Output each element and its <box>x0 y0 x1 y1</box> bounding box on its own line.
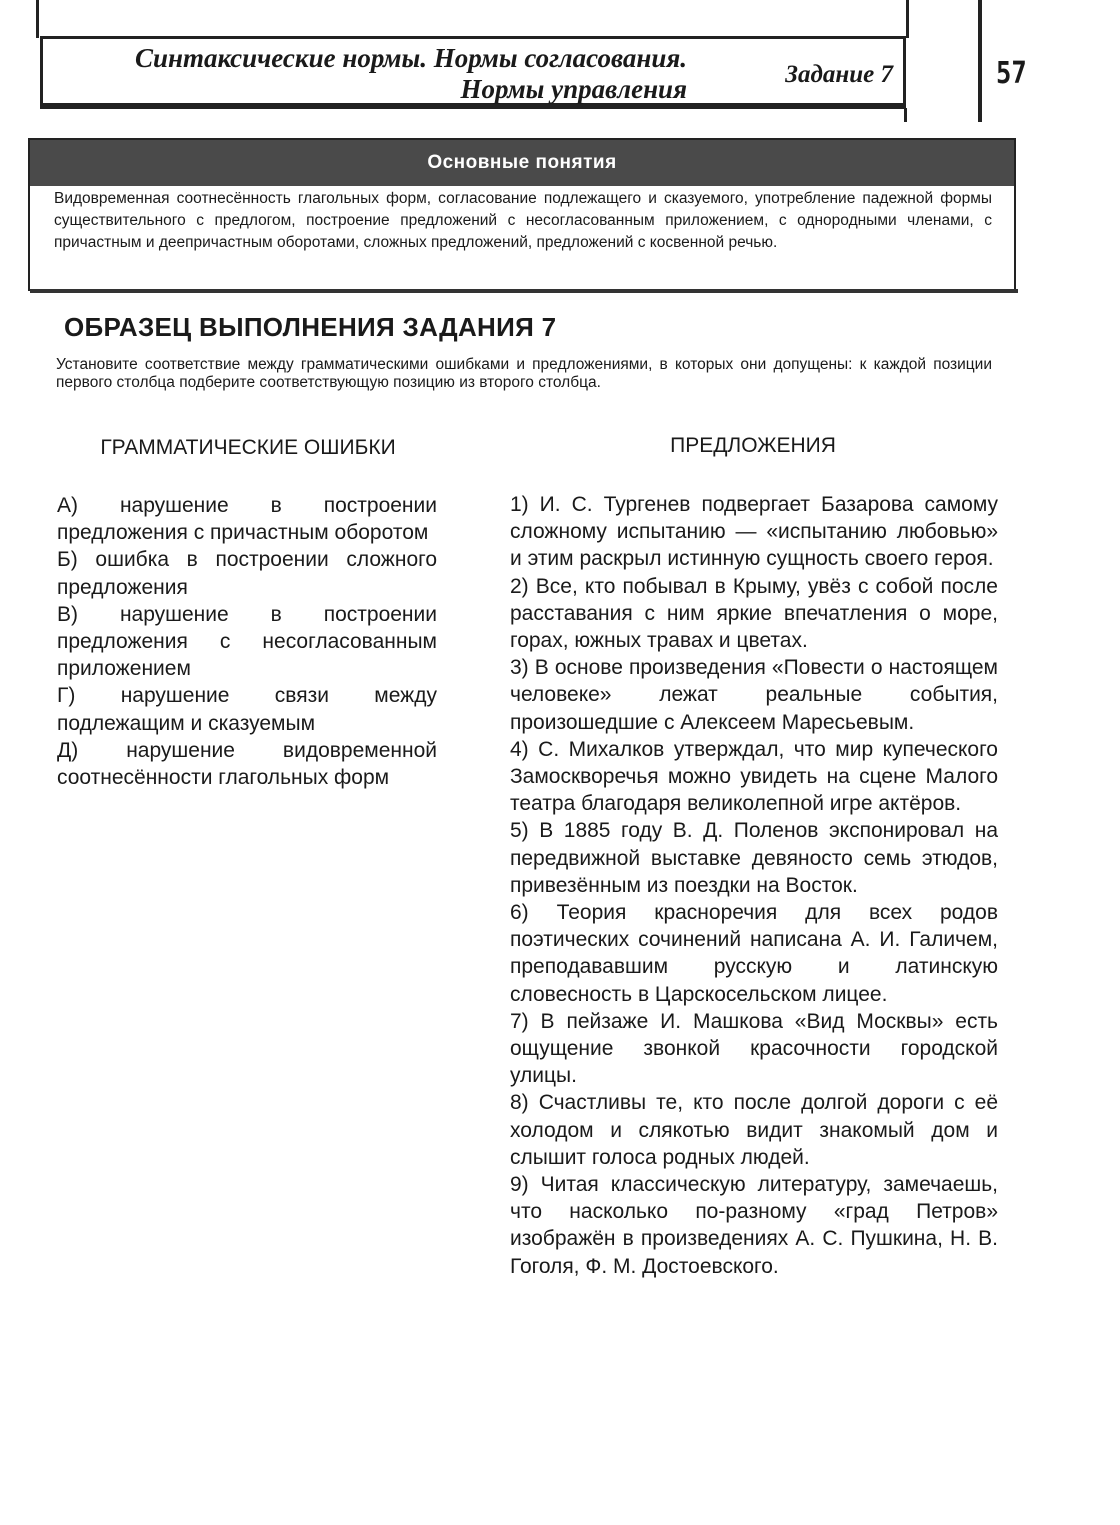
sentence-item-9: 9) Читая классическую литературу, замечаешь, что насколько по-разному «град Петров» изображён в произведениях А. С. Пушкина, Н. В. Гоголя, Ф. М. Достоевского. <box>510 1173 998 1278</box>
key-concepts-box <box>28 138 1016 291</box>
chapter-title <box>47 43 687 105</box>
page-number: 57 <box>996 56 1027 91</box>
sentences-column-header: ПРЕДЛОЖЕНИЯ <box>670 434 836 457</box>
sentence-item-5: 5) В 1885 году В. Д. Поленов экспонировал на передвижной выставке девяносто семь этюдов, привезённым из поездки на Восток. <box>510 819 998 897</box>
chapter-title-line-1: Синтаксические нормы. Нормы согласования. <box>134 43 687 73</box>
error-item-d: Д) нарушение видовременной соотнесённости глагольных форм <box>57 738 437 790</box>
task-instruction: Установите соответствие между грамматическими ошибками и предложениями, в которых они допущены: к каждой позиции первого столбца подберите соответствующую позицию из второго столбца. <box>56 356 992 391</box>
error-item-g: Г) нарушение связи между подлежащим и сказуемым <box>57 684 437 735</box>
header-right-tick <box>904 108 907 122</box>
sentence-item-6: 6) Теория красноречия для всех родов поэтических сочинений написана А. И. Галичем, преподававшим русскую и латинскую словесность в Царскосельском лицее. <box>510 901 998 1006</box>
error-item-a: А) нарушение в построении предложения с причастным оборотом <box>57 494 437 545</box>
sentence-item-8: 8) Счастливы те, кто после долгой дороги с её холодом и слякотью видит знакомый дом и слышит голоса родных людей. <box>510 1091 998 1169</box>
sentence-item-7: 7) В пейзаже И. Машкова «Вид Москвы» есть ощущение звонкой красочности городской улицы. <box>510 1009 998 1088</box>
task-label: Задание 7 <box>785 61 893 88</box>
error-item-b: Б) ошибка в построении сложного предложения <box>57 548 437 599</box>
sentence-item-3: 3) В основе произведения «Повести о настоящем человеке» лежат реальные события, произошедшие с Алексеем Маресьевым. <box>510 656 998 734</box>
sentence-item-2: 2) Все, кто побывал в Крыму, увёз с собой после расставания с ним яркие впечатления о море, горах, южных травах и цветах. <box>510 574 998 653</box>
key-concepts-text: Видовременная соотнесённость глагольных форм, согласование подлежащего и сказуемого, употребление падежной формы существительного с предлогом, построение предложений с несогласованным приложением, с однородными членами, с причастным и деепричастным оборотами, сложных предложений, предложений с косвенной речью. <box>54 190 992 251</box>
chapter-header <box>40 36 906 106</box>
sentence-item-4: 4) С. Михалков утверждал, что мир купеческого Замоскворечья можно увидеть на сцене Малого театра благодаря великолепной игре актёров. <box>510 737 998 816</box>
page-edge-rule <box>978 0 982 122</box>
errors-list <box>57 492 437 791</box>
key-concepts-shadow <box>30 289 1018 293</box>
sentence-item-1: 1) И. С. Тургенев подвергает Базарова самому сложному испытанию — «испытанию любовью» и этим раскрыл истинную сущность своего героя. <box>510 493 998 571</box>
sentences-list <box>510 491 998 1280</box>
header-shadow <box>40 106 906 109</box>
error-item-v: В) нарушение в построении предложения с несогласованным приложением <box>57 602 437 681</box>
key-concepts-heading: Основные понятия <box>30 140 1014 186</box>
sample-title: ОБРАЗЕЦ ВЫПОЛНЕНИЯ ЗАДАНИЯ 7 <box>64 312 557 342</box>
header-left-rule <box>36 0 39 38</box>
chapter-title-line-2: Нормы управления <box>460 74 687 104</box>
errors-column-header: ГРАММАТИЧЕСКИЕ ОШИБКИ <box>100 436 396 459</box>
header-right-rule <box>906 0 909 38</box>
